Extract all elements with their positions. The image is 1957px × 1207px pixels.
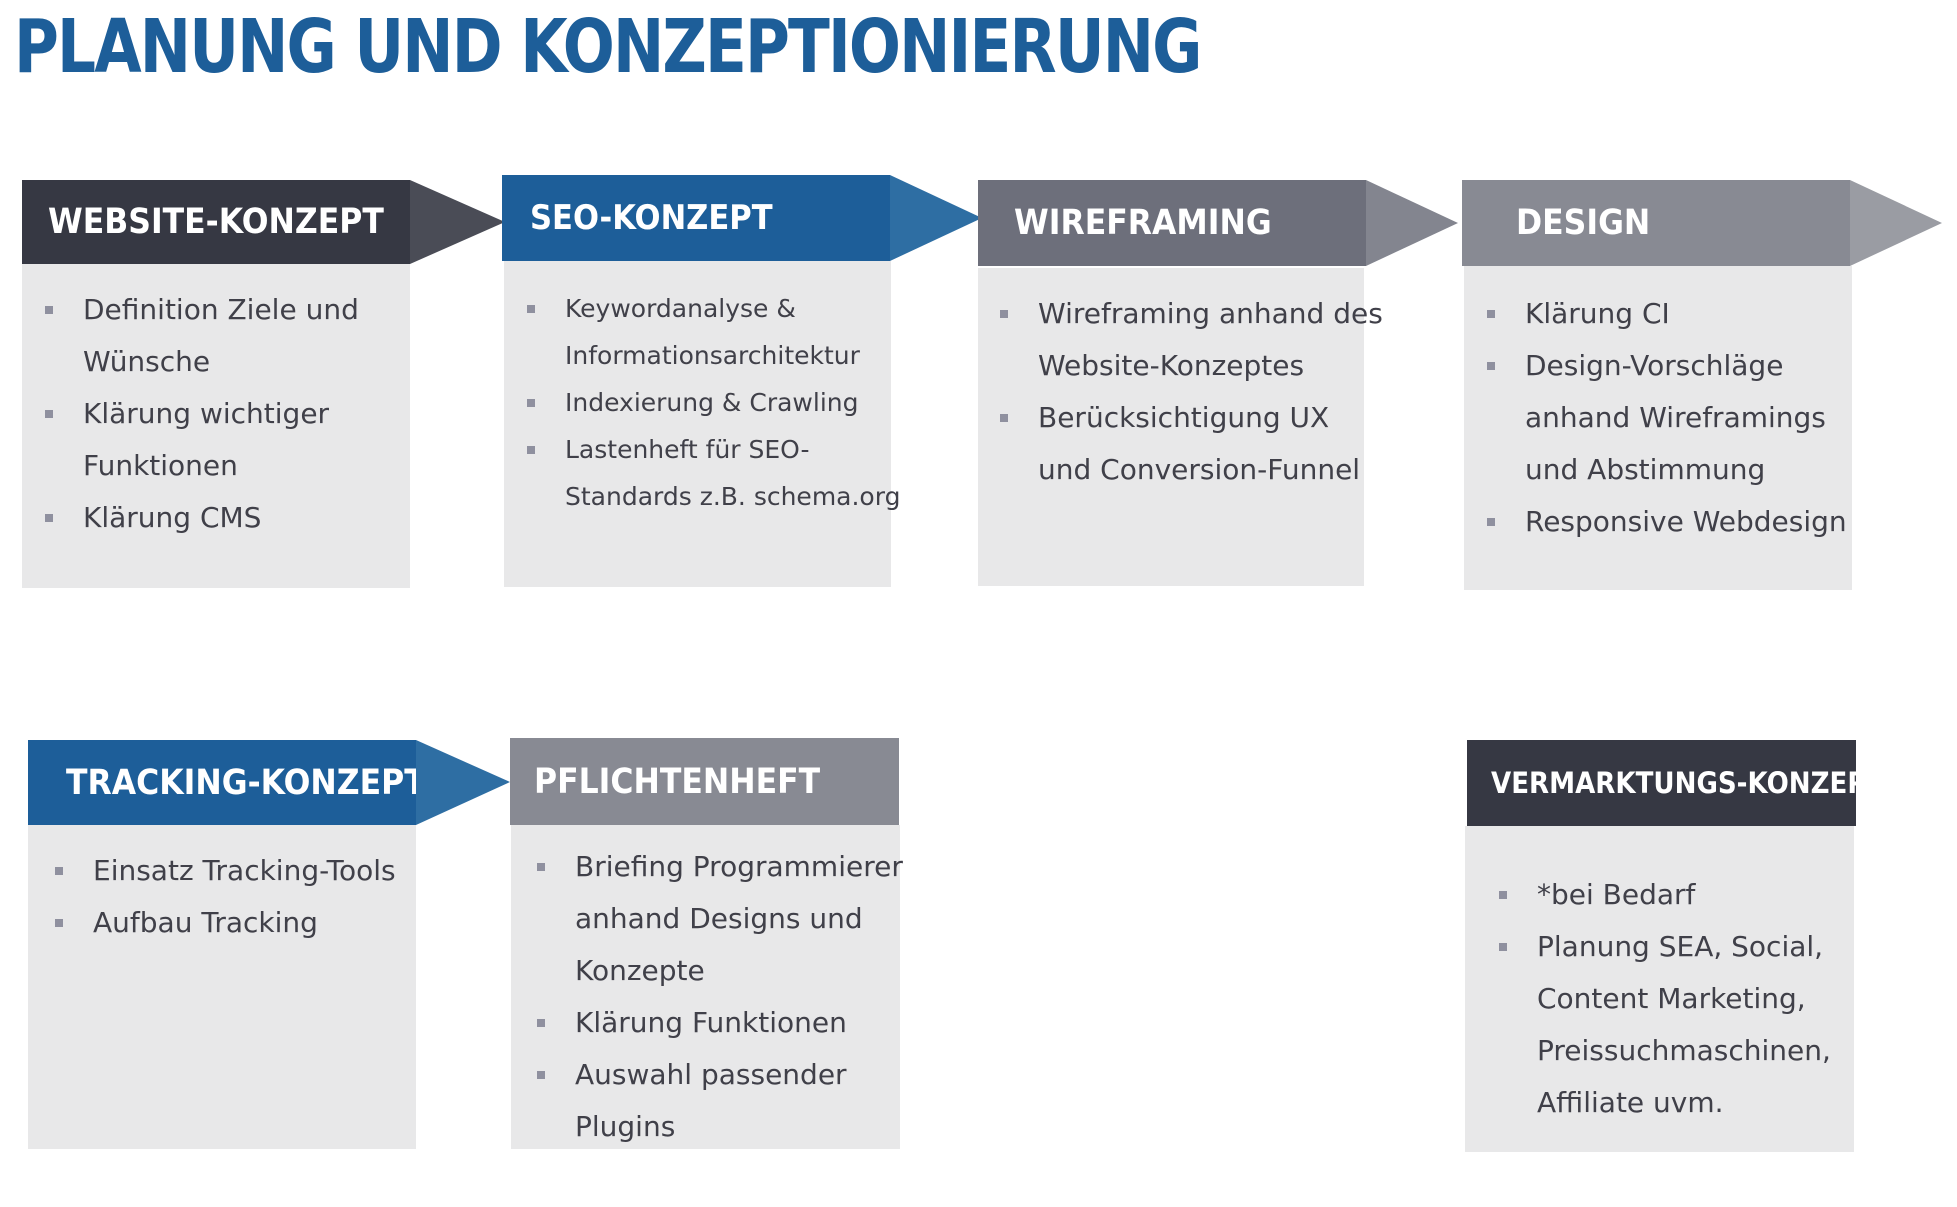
chevron-arrow-icon <box>410 180 505 264</box>
bullet-item-line: Konzepte <box>575 954 705 987</box>
bullet-item-line: Responsive Webdesign <box>1525 505 1847 538</box>
bullet-list <box>565 285 901 520</box>
bullet-item <box>1038 392 1364 496</box>
bullet-item-line: Content Marketing, <box>1537 982 1806 1015</box>
bullet-item <box>83 388 410 492</box>
step-label: VERMARKTUNGS-KONZEPT <box>1491 766 1885 800</box>
bullet-item-line: *bei Bedarf <box>1537 878 1696 911</box>
page-title: PLANUNG UND KONZEPTIONIERUNG <box>14 4 1201 90</box>
bullet-item-line: Lastenheft für SEO- <box>565 435 810 464</box>
bullet-item-line: Klärung wichtiger <box>83 397 330 430</box>
bullet-item-line: Klärung Funktionen <box>575 1006 847 1039</box>
bullet-item-line: und Conversion-Funnel <box>1038 453 1361 486</box>
step-content <box>511 825 903 1149</box>
bullet-item-line: Wünsche <box>83 345 211 378</box>
step-header <box>502 175 890 261</box>
bullet-item-line: Definition Ziele und <box>83 293 359 326</box>
step-header <box>510 738 899 825</box>
bullet-list <box>575 841 903 1153</box>
bullet-item-line: Keywordanalyse & <box>565 294 796 323</box>
bullet-item-line: Berücksichtigung UX <box>1038 401 1330 434</box>
bullet-item <box>83 492 410 544</box>
bullet-item-line: Website-Konzeptes <box>1038 349 1305 382</box>
bullet-item-line: Funktionen <box>83 449 238 482</box>
bullet-item-line: Wireframing anhand des <box>1038 297 1383 330</box>
step-label: WIREFRAMING <box>1014 203 1272 243</box>
bullet-item-line: anhand Designs und <box>575 902 863 935</box>
bullet-item <box>1525 288 1852 340</box>
step-label: WEBSITE-KONZEPT <box>48 202 384 242</box>
bullet-item-line: Klärung CI <box>1525 297 1670 330</box>
bullet-item-line: Design-Vorschläge <box>1525 349 1784 382</box>
bullet-list <box>93 845 416 949</box>
bullet-item <box>565 285 891 379</box>
step-content <box>1465 826 1854 1152</box>
chevron-arrow-icon <box>416 740 510 825</box>
bullet-item <box>1525 496 1852 548</box>
step-content <box>978 268 1383 586</box>
step-header <box>28 740 426 825</box>
bullet-item-line: Preissuchmaschinen, <box>1537 1034 1831 1067</box>
bullet-list <box>1525 288 1852 548</box>
bullet-item <box>575 1049 900 1153</box>
bullet-list <box>83 284 410 544</box>
bullet-item-line: Standards z.B. schema.org <box>565 482 901 511</box>
bullet-item-line: Klärung CMS <box>83 501 262 534</box>
bullet-item-line: und Abstimmung <box>1525 453 1766 486</box>
bullet-item-line: Indexierung & Crawling <box>565 388 859 417</box>
step-content <box>504 261 901 587</box>
bullet-item-line: Briefing Programmierer <box>575 850 903 883</box>
bullet-item <box>575 997 900 1049</box>
bullet-item-line: Auswahl passender <box>575 1058 847 1091</box>
step-label: PFLICHTENHEFT <box>534 761 821 802</box>
step-content <box>28 825 416 1149</box>
step-header <box>1467 740 1885 826</box>
bullet-item <box>93 845 416 897</box>
bullet-item <box>565 379 891 426</box>
chevron-arrow-icon <box>1366 180 1458 266</box>
bullet-item-line: Informationsarchitektur <box>565 341 860 370</box>
bullet-item-line: Einsatz Tracking-Tools <box>93 854 396 887</box>
step-header <box>1462 180 1850 266</box>
step-label: TRACKING-KONZEPT <box>66 762 426 803</box>
bullet-item <box>575 841 903 997</box>
bullet-item-line: Affiliate uvm. <box>1537 1086 1724 1119</box>
bullet-item-line: anhand Wireframings <box>1525 401 1826 434</box>
bullet-item <box>83 284 410 388</box>
bullet-item <box>1525 340 1852 496</box>
chevron-arrow-icon <box>1850 180 1942 266</box>
step-content <box>22 264 410 588</box>
step-header <box>978 180 1366 266</box>
step-content <box>1464 266 1852 590</box>
bullet-list <box>1537 869 1854 1129</box>
bullet-item <box>1537 869 1854 921</box>
bullet-list <box>1038 288 1383 496</box>
bullet-item <box>1537 921 1854 1129</box>
bullet-item-line: Aufbau Tracking <box>93 906 318 939</box>
chevron-arrow-icon <box>890 175 982 261</box>
step-label: DESIGN <box>1516 203 1651 243</box>
bullet-item-line: Planung SEA, Social, <box>1537 930 1824 963</box>
bullet-item <box>565 426 901 520</box>
step-header <box>22 180 410 264</box>
bullet-item <box>1038 288 1383 392</box>
bullet-item <box>93 897 416 949</box>
bullet-item-line: Plugins <box>575 1110 676 1143</box>
step-label: SEO-KONZEPT <box>530 198 773 238</box>
